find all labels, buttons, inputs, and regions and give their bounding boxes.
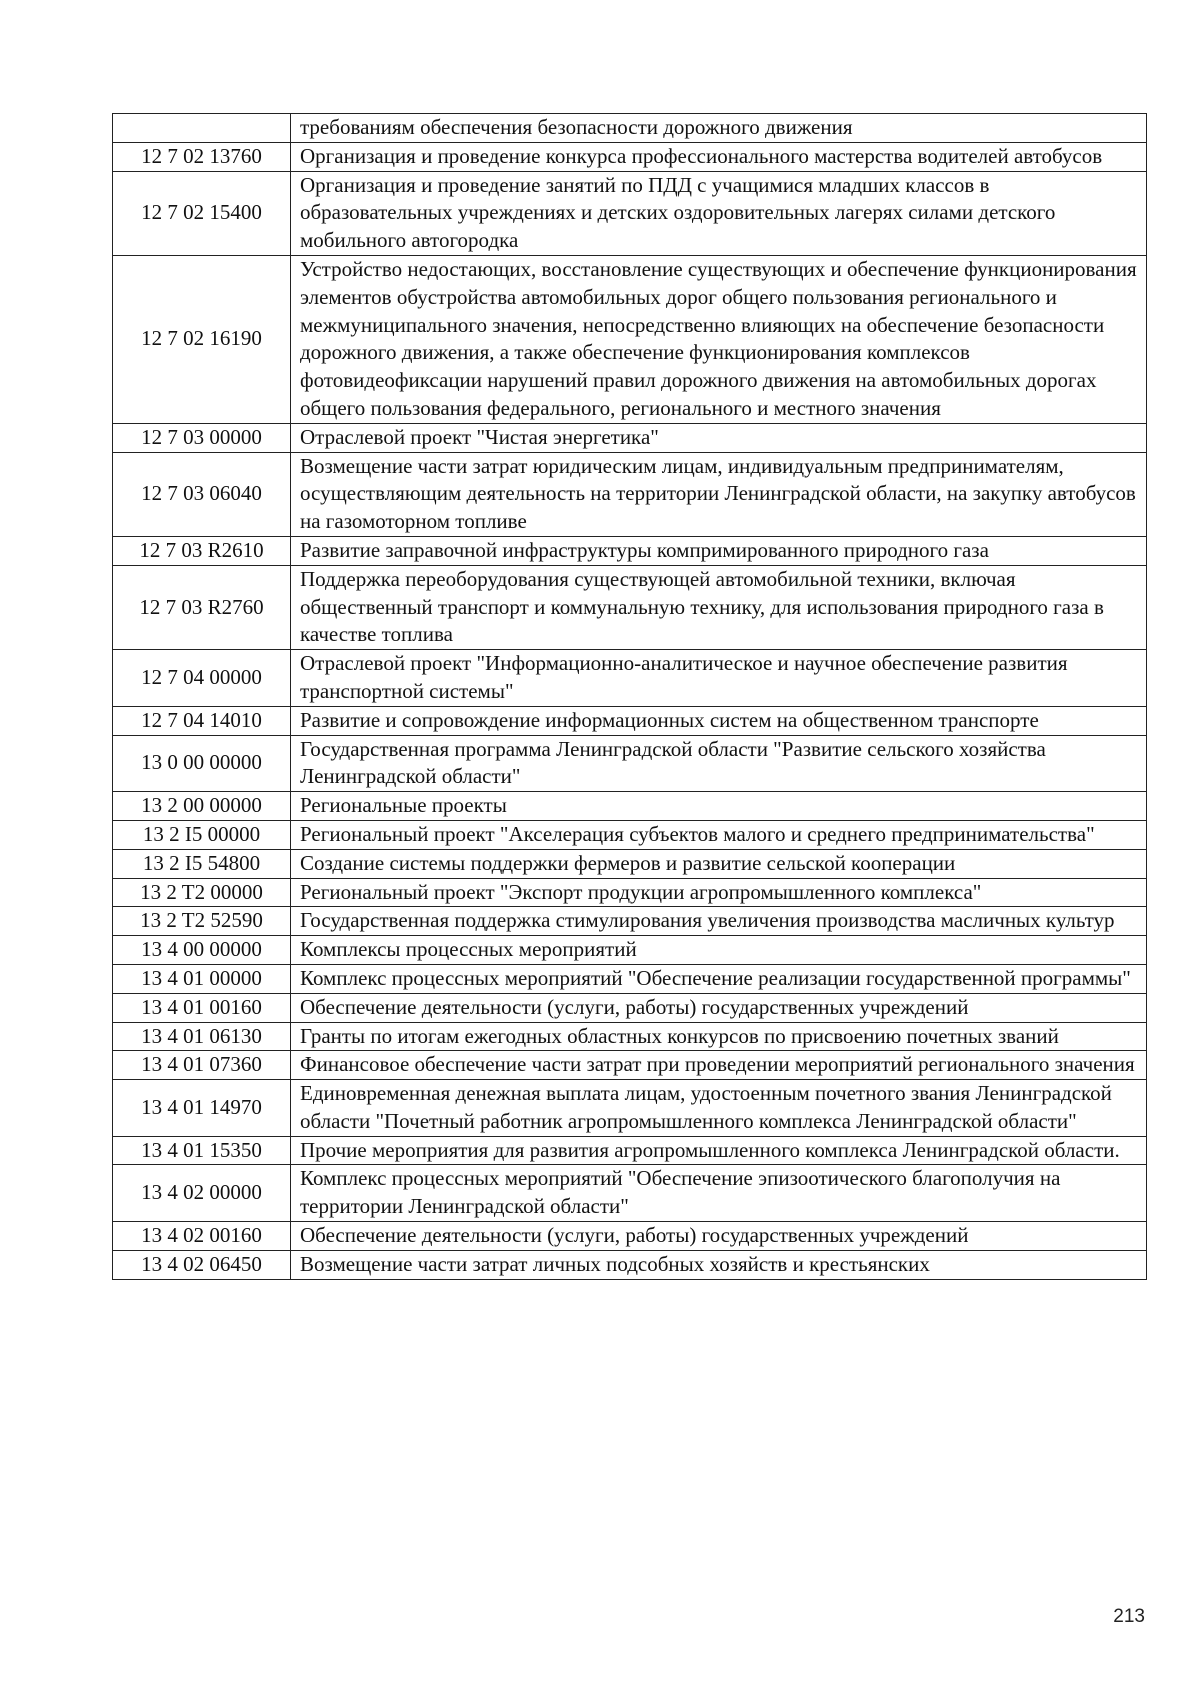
table-row <box>113 423 1147 452</box>
target-article-name: Государственная программа Ленинградской области "Развитие сельского хозяйства Ленинградской области" <box>291 735 1147 792</box>
page-number: 213 <box>1113 1606 1145 1627</box>
target-article-name: Прочие мероприятия для развития агропромышленного комплекса Ленинградской области. <box>291 1136 1147 1165</box>
target-article-code <box>113 114 291 143</box>
target-article-name: Создание системы поддержки фермеров и развитие сельской кооперации <box>291 849 1147 878</box>
target-article-name: требованиям обеспечения безопасности дорожного движения <box>291 114 1147 143</box>
target-article-name: Государственная поддержка стимулирования увеличения производства масличных культур <box>291 907 1147 936</box>
table-row <box>113 255 1147 423</box>
target-article-name: Развитие заправочной инфраструктуры компримированного природного газа <box>291 536 1147 565</box>
target-article-code: 13 4 01 06130 <box>113 1022 291 1051</box>
table-row <box>113 142 1147 171</box>
target-article-code: 13 2 I5 54800 <box>113 849 291 878</box>
target-article-name: Отраслевой проект "Чистая энергетика" <box>291 423 1147 452</box>
table-row <box>113 114 1147 143</box>
table-row <box>113 1022 1147 1051</box>
table-row <box>113 907 1147 936</box>
target-article-code: 12 7 02 13760 <box>113 142 291 171</box>
target-article-name: Поддержка переоборудования существующей автомобильной техники, включая общественный транспорт и коммунальную технику, для использования природного газа в качестве топлива <box>291 565 1147 649</box>
table-row <box>113 452 1147 536</box>
target-article-name: Отраслевой проект "Информационно-аналитическое и научное обеспечение развития транспортной системы" <box>291 650 1147 707</box>
table-row <box>113 735 1147 792</box>
budget-classification-table <box>112 113 1147 1280</box>
target-article-name: Региональные проекты <box>291 792 1147 821</box>
table-row <box>113 650 1147 707</box>
target-article-code: 13 4 01 15350 <box>113 1136 291 1165</box>
target-article-code: 12 7 03 00000 <box>113 423 291 452</box>
table-row <box>113 993 1147 1022</box>
target-article-name: Комплекс процессных мероприятий "Обеспечение эпизоотического благополучия на территории Ленинградской области" <box>291 1165 1147 1222</box>
target-article-code: 13 4 02 06450 <box>113 1250 291 1279</box>
target-article-code: 12 7 02 16190 <box>113 255 291 423</box>
target-article-name: Обеспечение деятельности (услуги, работы) государственных учреждений <box>291 1222 1147 1251</box>
table-row <box>113 1051 1147 1080</box>
table-row <box>113 171 1147 255</box>
table-row <box>113 536 1147 565</box>
target-article-name: Региональный проект "Экспорт продукции агропромышленного комплекса" <box>291 878 1147 907</box>
table-row <box>113 936 1147 965</box>
target-article-name: Организация и проведение конкурса профессионального мастерства водителей автобусов <box>291 142 1147 171</box>
target-article-name: Гранты по итогам ежегодных областных конкурсов по присвоению почетных званий <box>291 1022 1147 1051</box>
table-row <box>113 964 1147 993</box>
target-article-code: 13 4 02 00160 <box>113 1222 291 1251</box>
table-row <box>113 565 1147 649</box>
target-article-code: 13 4 01 07360 <box>113 1051 291 1080</box>
target-article-code: 13 2 T2 00000 <box>113 878 291 907</box>
target-article-code: 12 7 04 00000 <box>113 650 291 707</box>
target-article-name: Возмещение части затрат личных подсобных хозяйств и крестьянских <box>291 1250 1147 1279</box>
target-article-code: 12 7 02 15400 <box>113 171 291 255</box>
target-article-code: 12 7 04 14010 <box>113 706 291 735</box>
target-article-code: 12 7 03 R2610 <box>113 536 291 565</box>
target-article-name: Развитие и сопровождение информационных систем на общественном транспорте <box>291 706 1147 735</box>
target-article-code: 13 2 00 00000 <box>113 792 291 821</box>
target-article-name: Организация и проведение занятий по ПДД с учащимися младших классов в образовательных учреждениях и детских оздоровительных лагерях силами детского мобильного автогородка <box>291 171 1147 255</box>
target-article-code: 13 4 01 14970 <box>113 1080 291 1137</box>
target-article-code: 12 7 03 R2760 <box>113 565 291 649</box>
target-article-name: Обеспечение деятельности (услуги, работы) государственных учреждений <box>291 993 1147 1022</box>
table-body <box>113 114 1147 1280</box>
table-row <box>113 1165 1147 1222</box>
target-article-name: Устройство недостающих, восстановление существующих и обеспечение функционирования элементов обустройства автомобильных дорог общего пользования регионального и межмуниципального значения, непосредственно влияющих на обеспечение безопасности дорожного движения, а также обеспечение функционирования комплексов фотовидеофиксации нарушений правил дорожного движения на автомобильных дорогах общего пользования федерального, регионального и местного значения <box>291 255 1147 423</box>
target-article-name: Единовременная денежная выплата лицам, удостоенным почетного звания Ленинградской области "Почетный работник агропромышленного комплекса Ленинградской области" <box>291 1080 1147 1137</box>
target-article-code: 13 2 I5 00000 <box>113 820 291 849</box>
target-article-name: Комплексы процессных мероприятий <box>291 936 1147 965</box>
target-article-code: 13 0 00 00000 <box>113 735 291 792</box>
target-article-code: 12 7 03 06040 <box>113 452 291 536</box>
table-row <box>113 706 1147 735</box>
target-article-name: Комплекс процессных мероприятий "Обеспечение реализации государственной программы" <box>291 964 1147 993</box>
table-row <box>113 1222 1147 1251</box>
table-row <box>113 1136 1147 1165</box>
table-row <box>113 820 1147 849</box>
table-row <box>113 1080 1147 1137</box>
target-article-name: Возмещение части затрат юридическим лицам, индивидуальным предпринимателям, осуществляющим деятельность на территории Ленинградской области, на закупку автобусов на газомоторном топливе <box>291 452 1147 536</box>
table-row <box>113 792 1147 821</box>
target-article-code: 13 4 00 00000 <box>113 936 291 965</box>
table-row <box>113 878 1147 907</box>
target-article-name: Финансовое обеспечение части затрат при проведении мероприятий регионального значения <box>291 1051 1147 1080</box>
table-row <box>113 849 1147 878</box>
target-article-code: 13 2 T2 52590 <box>113 907 291 936</box>
target-article-code: 13 4 02 00000 <box>113 1165 291 1222</box>
target-article-code: 13 4 01 00160 <box>113 993 291 1022</box>
table-row <box>113 1250 1147 1279</box>
target-article-code: 13 4 01 00000 <box>113 964 291 993</box>
target-article-name: Региональный проект "Акселерация субъектов малого и среднего предпринимательства" <box>291 820 1147 849</box>
